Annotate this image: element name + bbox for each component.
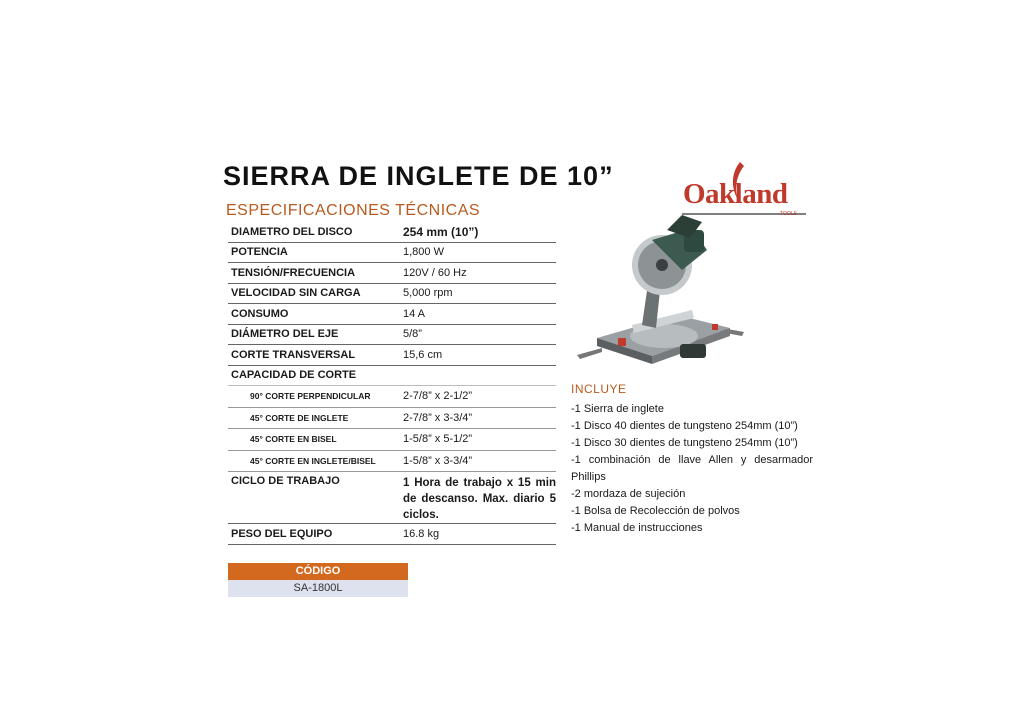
spec-sublabel: 90° CORTE PERPENDICULAR — [228, 386, 400, 408]
table-row — [228, 386, 556, 408]
list-item: -1 Disco 30 dientes de tungsteno 254mm (10”) — [571, 437, 798, 449]
table-row — [228, 283, 556, 304]
spec-value: 2-7/8” x 3-3/4” — [400, 407, 556, 429]
miter-saw-image — [572, 210, 752, 375]
table-row — [228, 263, 556, 284]
spec-value: 14 A — [400, 304, 556, 325]
table-row — [228, 324, 556, 345]
specs-heading: ESPECIFICACIONES TÉCNICAS — [226, 202, 481, 219]
spec-sublabel: 45° CORTE EN INGLETE/BISEL — [228, 450, 400, 472]
spec-label: VELOCIDAD SIN CARGA — [228, 283, 400, 304]
spec-sublabel: 45° CORTE EN BISEL — [228, 429, 400, 451]
table-row — [228, 407, 556, 429]
brand-logo-text: Oakland — [683, 178, 788, 210]
product-code-value: SA-1800L — [228, 580, 408, 597]
table-row — [228, 429, 556, 451]
spec-label: CONSUMO — [228, 304, 400, 325]
table-row — [228, 304, 556, 325]
table-row — [228, 345, 556, 366]
product-code-box — [228, 563, 408, 597]
spec-label: PESO DEL EQUIPO — [228, 524, 400, 545]
brand-logo-subtext: TOOLS — [780, 211, 797, 217]
spec-value: 1 Hora de trabajo x 15 min de descanso. Max. diario 5 ciclos. — [400, 472, 556, 524]
page-title: SIERRA DE INGLETE DE 10” — [223, 161, 614, 191]
spec-value: 5,000 rpm — [400, 283, 556, 304]
spec-value — [400, 365, 556, 386]
table-row — [228, 222, 556, 242]
spec-sublabel: 45° CORTE DE INGLETE — [228, 407, 400, 429]
list-item: -1 Sierra de inglete — [571, 403, 664, 415]
spec-value: 2-7/8” x 2-1/2” — [400, 386, 556, 408]
list-item: -1 Disco 40 dientes de tungsteno 254mm (10”) — [571, 420, 798, 432]
spec-value: 1-5/8” x 3-3/4” — [400, 450, 556, 472]
spec-value: 254 mm (10”) — [400, 222, 556, 242]
spec-label: DIÁMETRO DEL EJE — [228, 324, 400, 345]
list-item: -1 Manual de instrucciones — [571, 522, 703, 534]
spec-value: 16.8 kg — [400, 524, 556, 545]
list-item: -1 Bolsa de Recolección de polvos — [571, 505, 740, 517]
spec-value: 1-5/8” x 5-1/2” — [400, 429, 556, 451]
spec-value: 15,6 cm — [400, 345, 556, 366]
spec-value: 1,800 W — [400, 242, 556, 263]
spec-label: CICLO DE TRABAJO — [228, 472, 400, 524]
table-row — [228, 472, 556, 524]
spec-label: POTENCIA — [228, 242, 400, 263]
list-item: -1 combinación de llave Allen y desarmador Phillips — [571, 454, 813, 483]
spec-value: 5/8” — [400, 324, 556, 345]
spec-label: DIAMETRO DEL DISCO — [228, 222, 400, 242]
spec-label: CORTE TRANSVERSAL — [228, 345, 400, 366]
product-code-label: CÓDIGO — [228, 563, 408, 580]
table-row — [228, 365, 556, 386]
table-row — [228, 524, 556, 545]
spec-table — [228, 222, 556, 545]
spec-label: TENSIÓN/FRECUENCIA — [228, 263, 400, 284]
table-row — [228, 450, 556, 472]
spec-label: CAPACIDAD DE CORTE — [228, 365, 400, 386]
includes-heading: INCLUYE — [571, 382, 627, 396]
table-row — [228, 242, 556, 263]
list-item: -2 mordaza de sujeción — [571, 488, 686, 500]
spec-value: 120V / 60 Hz — [400, 263, 556, 284]
includes-section — [571, 382, 813, 537]
